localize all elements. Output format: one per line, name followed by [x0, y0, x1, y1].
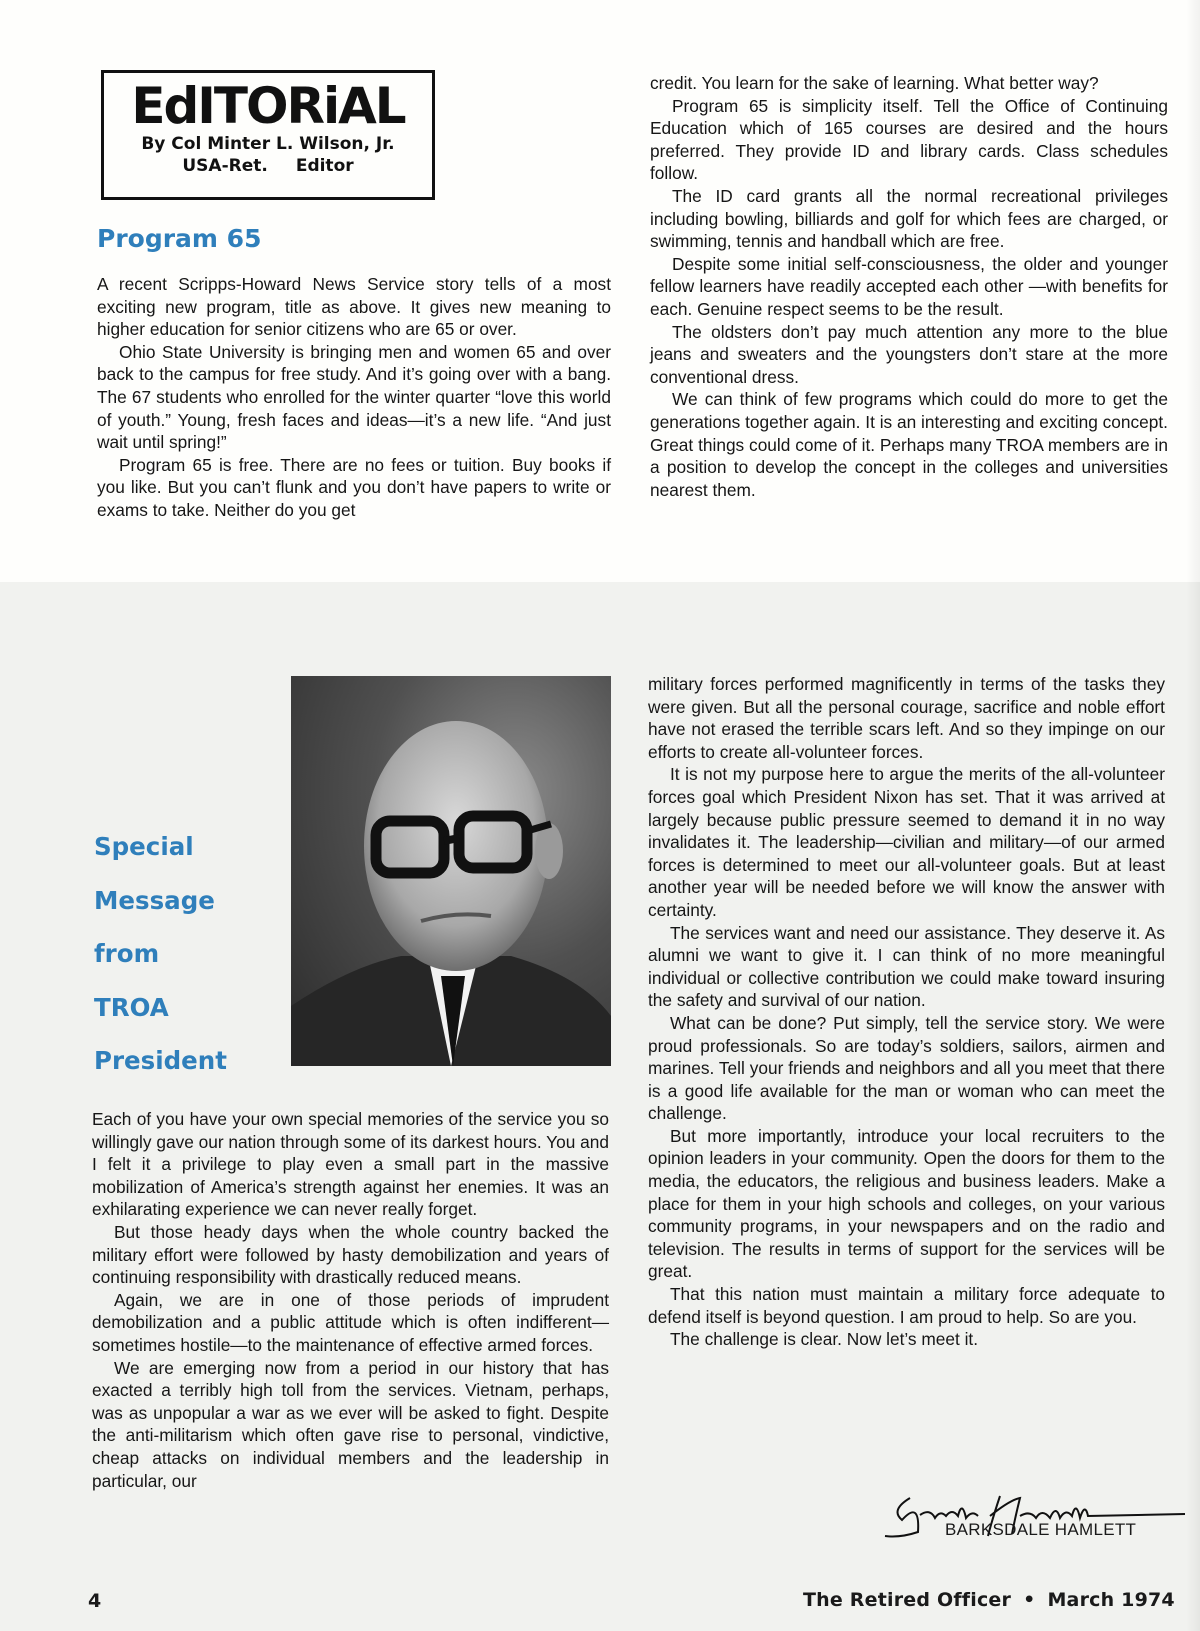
bullet-separator: • — [1023, 1589, 1036, 1611]
publication-name: The Retired Officer — [803, 1589, 1012, 1611]
paragraph: Program 65 is free. There are no fees or tuition. Buy books if you like. But you can’t flunk and you don’t have papers to write or exams to take. Neither do you get — [97, 454, 611, 520]
page-number: 4 — [88, 1590, 102, 1612]
paragraph: A recent Scripps-Howard News Service story tells of a most exciting new program, title as above. It gives new meaning to higher education for senior citizens who are 65 or over. — [97, 274, 611, 340]
paragraph: But those heady days when the whole country backed the military effort were followed by hasty demobilization and years of continuing responsibility with drastically reduced means. — [92, 1221, 609, 1288]
paragraph: military forces performed magnificently in terms of the tasks they were given. But all the personal courage, sacrifice and noble effort have not erased the terrible scars left. And so they impinge on our efforts to create all-volunteer forces. — [648, 674, 1165, 762]
special-message-left-column — [92, 1108, 609, 1492]
paragraph: The oldsters don’t pay much attention any more to the blue jeans and sweaters and the youngsters don’t stare at the more conventional dress. — [650, 321, 1168, 387]
paragraph: We are emerging now from a period in our history that has exacted a terribly high toll from the services. Vietnam, perhaps, was as unpopular a war as we ever will be asked to fight. Despite the anti-militarism which often gave rise to personal, vindictive, cheap attacks on individual members and the leadership in particular, our — [92, 1357, 609, 1491]
paragraph: It is not my purpose here to argue the merits of the all-volunteer forces goal which President Nixon has set. That it was arrived at largely because public pressure seemed to demand it in no way invalidates it. The leadership—civilian and military—of our armed forces is determined to meet our all-volunteer goals. But at least another year will be needed before we will know the answer with certainty. — [648, 764, 1165, 920]
paragraph: But more importantly, introduce your local recruiters to the opinion leaders in your community. Open the doors for them to the media, the educators, the religious and business leaders. Make a place for them in your high schools and colleges, on your various community programs, in your newspapers and on the radio and television. The results in terms of support for the services will be great. — [648, 1125, 1165, 1282]
page-edge-shadow — [1186, 0, 1200, 1631]
portrait-illustration — [291, 676, 611, 1066]
editorial-byline — [104, 133, 432, 177]
paragraph: Again, we are in one of those periods of imprudent demobilization and a public attitude which is often indifferent—sometimes hostile—to the maintenance of effective armed forces. — [92, 1289, 609, 1355]
byline-author: By Col Minter L. Wilson, Jr. — [141, 134, 395, 154]
paragraph: Despite some initial self-consciousness, the older and younger fellow learners have readily accepted each other —with benefits for each. Genuine respect seems to be the result. — [650, 253, 1168, 319]
paragraph: credit. You learn for the sake of learning. What better way? — [650, 73, 1099, 93]
issue-date: March 1974 — [1047, 1589, 1175, 1611]
editorial-title: EdITORiAL — [131, 77, 405, 135]
signer-name: BARKSDALE HAMLETT — [945, 1520, 1137, 1539]
paragraph: What can be done? Put simply, tell the service story. We were proud professionals. So are today’s soldiers, sailors, airmen and marines. Tell your friends and neighbors and all you meet that there is a good life available for the man or woman who can meet the challenge. — [648, 1012, 1165, 1124]
paragraph: Each of you have your own special memories of the service you so willingly gave our nation through some of its darkest hours. You and I felt it a privilege to play even a small part in the massive mobilization of America’s strength against her enemies. It was an exhilarating experience we can never really forget. — [92, 1109, 609, 1220]
byline-role-line — [104, 155, 432, 177]
publication-footer — [803, 1589, 1175, 1611]
special-message-right-column — [648, 673, 1165, 1351]
paragraph: The services want and need our assistance. They deserve it. As alumni we want to give it. I can think of no more meaningful individual or collective contribution we could make toward insuring the safety and survival of our nation. — [648, 922, 1165, 1011]
heading-line: from — [94, 939, 160, 968]
paragraph: We can think of few programs which could do more to get the generations together again. It is an interesting and exciting concept. Great things could come of it. Perhaps many TROA members are in a position to develop the concept in the colleges and universities nearest them. — [650, 389, 1168, 500]
heading-line: Special — [94, 832, 194, 861]
editorial-masthead — [101, 70, 435, 200]
heading-line: Message — [94, 885, 215, 915]
heading-line: TROA — [94, 992, 169, 1022]
paragraph: Ohio State University is bringing men and women 65 and over back to the campus for free study. And it’s going over with a bang. The 67 students who enrolled for the winter quarter “love this world of youth.” Young, fresh faces and ideas—it’s a new life. “And just wait until spring!” — [97, 341, 611, 453]
program-65-left-column — [97, 273, 611, 522]
paragraph: Program 65 is simplicity itself. Tell the Office of Continuing Education which of 165 courses are desired and the hours preferred. They provide ID and library cards. Class schedules follow. — [650, 95, 1168, 184]
paragraph: The challenge is clear. Now let’s meet it. — [670, 1329, 979, 1350]
special-message-heading — [94, 820, 227, 1088]
heading-line: President — [94, 1046, 227, 1075]
program-65-right-column — [650, 72, 1168, 501]
paragraph: The ID card grants all the normal recreational privileges including bowling, billiards and golf for which fees are charged, or swimming, tennis and handball which are free. — [650, 185, 1168, 252]
president-portrait — [291, 676, 611, 1066]
program-65-heading: Program 65 — [97, 224, 262, 253]
byline-role: Editor — [295, 156, 354, 176]
paragraph: That this nation must maintain a military force adequate to defend itself is beyond question. I am proud to help. So are you. — [648, 1284, 1165, 1327]
byline-rank: USA-Ret. — [182, 156, 268, 176]
